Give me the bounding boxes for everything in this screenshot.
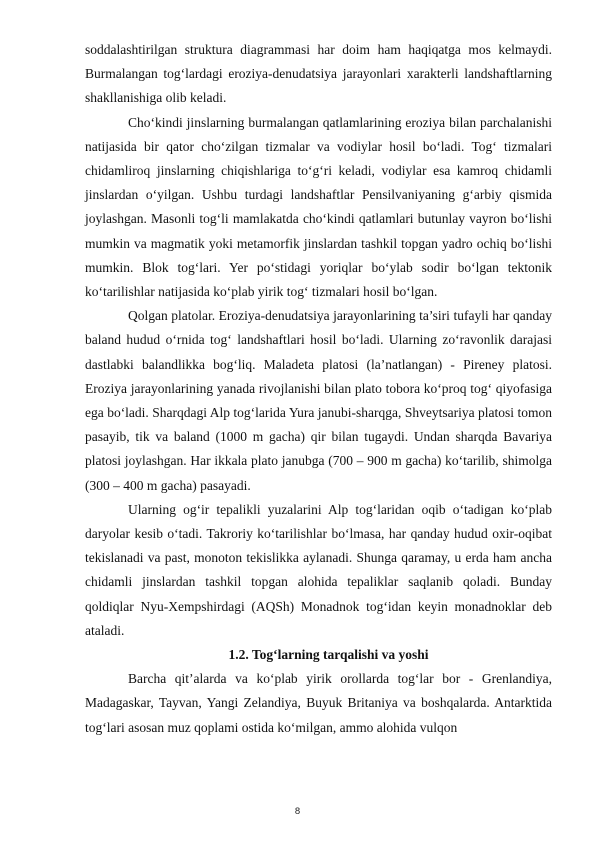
- paragraph-monadnocks: Ularning og‘ir tepalikli yuzalarini Alp tog‘laridan oqib o‘tadigan ko‘plab daryolar kesib o‘tadi. Takroriy ko‘tarilishlar bo‘lmasa, har qanday hudud oxir-oqibat tekislanadi va past, monoton tekislikka aylanadi. Shunga qaramay, u erda ham ancha chidamli jinslardan tashkil topgan alohida tepaliklar saqlanib qoladi. Bunday qoldiqlar Nyu-Xempshirdagi (AQSh) Monadnok tog‘idan keyin monadnoklar deb ataladi.: [85, 501, 552, 638]
- section-heading: 1.2. Tog‘larning tarqalishi va yoshi: [228, 647, 429, 663]
- page-number: 8: [294, 806, 301, 817]
- paragraph-mountain-distribution: Barcha qit’alarda va ko‘plab yirik orollarda tog‘lar bor - Grenlandiya, Madagaskar, Tayvan, Yangi Zelandiya, Buyuk Britaniya va boshqalarda. Antarktida tog‘lari asosan muz qoplami ostida ko‘milgan, ammo alohida vulqon: [85, 671, 552, 735]
- document-body: [85, 38, 552, 740]
- paragraph-continued: soddalashtirilgan struktura diagrammasi har doim ham haqiqatga mos kelmaydi. Burmalangan tog‘lardagi eroziya-denudatsiya jarayonlari xarakterli landshaftlarning shakllanishiga olib keladi.: [85, 42, 552, 106]
- paragraph-sedimentary-folds: Cho‘kindi jinslarning burmalangan qatlamlarining eroziya bilan parchalanishi natijasida bir qator cho‘zilgan tizmalar va vodiylar hosil bo‘ladi. Tog‘ tizmalari chidamliroq jinslarning chiqishlariga to‘g‘ri keladi, vodiylar esa kamroq chidamli jinslardan o‘yilgan. Ushbu turdagi landshaftlar Pensilvaniyaning g‘arbiy qismida joylashgan. Masonli tog‘li mamlakatda cho‘kindi qatlamlari butunlay vayron bo‘lishi mumkin va magmatik yoki metamorfik jinslardan tashkil topgan yadro ochiq bo‘lishi mumkin. Blok tog‘lari. Yer po‘stidagi yoriqlar bo‘ylab sodir bo‘lgan tektonik ko‘tarilishlar natijasida ko‘plab yirik tog‘ tizmalari hosil bo‘lgan.: [85, 114, 552, 300]
- paragraph-remaining-plateaus: Qolgan platolar. Eroziya-denudatsiya jarayonlarining ta’siri tufayli har qanday baland hudud o‘rnida tog‘ landshaftlari hosil bo‘ladi. Ularning zo‘ravonlik darajasi dastlabki balandlikka bog‘liq. Maladeta platosi (la’natlangan) - Pireney platosi. Eroziya jarayonlarining yanada rivojlanishi bilan plato tobora ko‘proq tog‘ qiyofasiga ega bo‘ladi. Sharqdagi Alp tog‘larida Yura janubi-sharqga, Shveytsariya platosi tomon pasayib, tik va baland (1000 m gacha) qir bilan tugaydi. Undan sharqda Bavariya platosi joylashgan. Har ikkala plato janubga (700 – 900 m gacha) ko‘tarilib, shimolga (300 – 400 m gacha) pasayadi.: [85, 308, 552, 493]
